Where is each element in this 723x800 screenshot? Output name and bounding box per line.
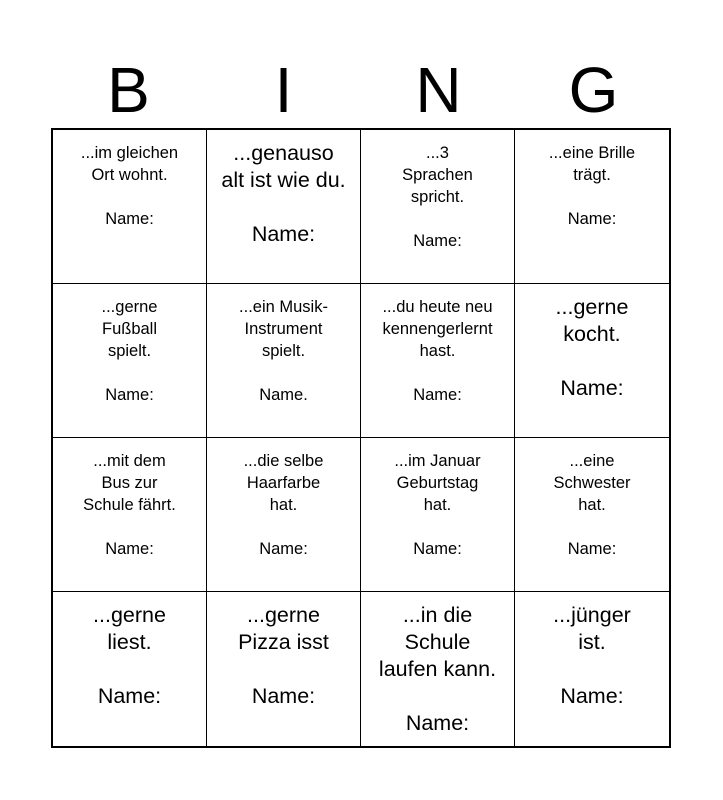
- bingo-board: [51, 128, 671, 748]
- cell-prompt: [93, 602, 166, 656]
- bingo-cell[interactable]: [207, 438, 361, 592]
- cell-name-label: Name:: [413, 540, 462, 558]
- cell-prompt-line: ...gerne: [247, 603, 320, 627]
- cell-name-label: Name:: [105, 540, 154, 558]
- cell-prompt-line: ...jünger: [553, 603, 631, 627]
- cell-prompt: [221, 140, 345, 194]
- cell-prompt: [379, 602, 496, 683]
- cell-prompt-line: trägt.: [573, 166, 611, 184]
- bingo-cell[interactable]: [515, 438, 669, 592]
- header-letter-b: B: [107, 54, 150, 126]
- cell-prompt-line: ...mit dem: [93, 452, 166, 470]
- cell-prompt-line: hast.: [419, 342, 456, 360]
- cell-prompt-line: Haarfarbe: [246, 474, 321, 492]
- cell-prompt: [553, 450, 630, 516]
- bingo-cell[interactable]: [207, 592, 361, 746]
- cell-name-label: Name:: [251, 684, 316, 708]
- cell-name-label: Name:: [413, 386, 462, 404]
- cell-prompt-line: ...eine: [569, 452, 615, 470]
- cell-prompt-line: Fußball: [101, 320, 158, 338]
- bingo-cell[interactable]: [207, 284, 361, 438]
- bingo-cell[interactable]: [53, 438, 207, 592]
- cell-name-label: Name:: [567, 210, 617, 228]
- cell-prompt-line: ...ein Musik-: [239, 298, 328, 316]
- cell-prompt-line: Sprachen: [402, 166, 473, 184]
- cell-prompt-line: ...gerne: [101, 298, 158, 316]
- bingo-cell[interactable]: [53, 284, 207, 438]
- cell-prompt: [394, 450, 480, 516]
- cell-prompt-line: Ort wohnt.: [91, 166, 168, 184]
- cell-prompt: [244, 450, 324, 516]
- header-letter-n: N: [415, 54, 462, 126]
- cell-name-label: Name:: [251, 222, 316, 246]
- bingo-cell[interactable]: [515, 592, 669, 746]
- cell-name-label: Name:: [560, 684, 624, 708]
- cell-prompt-line: ...in die: [402, 603, 473, 627]
- cell-prompt-line: Geburtstag: [396, 474, 479, 492]
- header-letter-i: I: [274, 54, 293, 126]
- cell-prompt-line: Bus zur: [101, 474, 158, 492]
- cell-prompt-line: ...gerne: [555, 295, 629, 319]
- cell-name-label: Name:: [259, 540, 308, 558]
- cell-prompt-line: ...3: [426, 144, 449, 162]
- cell-prompt: [556, 294, 629, 348]
- cell-prompt: [549, 142, 635, 186]
- bingo-cell[interactable]: [515, 130, 669, 284]
- cell-prompt: [402, 142, 473, 208]
- cell-prompt: [83, 450, 176, 516]
- cell-prompt: [382, 296, 492, 362]
- cell-prompt-line: hat.: [269, 496, 298, 514]
- cell-prompt-line: kennengerlernt: [382, 320, 493, 338]
- bingo-cell[interactable]: [361, 130, 515, 284]
- cell-name-label: Name:: [405, 711, 470, 735]
- cell-prompt-line: laufen kann.: [378, 657, 497, 681]
- bingo-cell[interactable]: [361, 438, 515, 592]
- cell-name-label: Name:: [413, 232, 462, 250]
- cell-prompt: [553, 602, 631, 656]
- bingo-header: [51, 52, 671, 128]
- cell-prompt-line: spielt.: [107, 342, 152, 360]
- cell-prompt-line: Schule: [404, 630, 471, 654]
- bingo-cell[interactable]: [361, 592, 515, 746]
- cell-prompt-line: ...eine Brille: [548, 144, 636, 162]
- cell-name-label: Name.: [259, 386, 308, 404]
- bingo-cell[interactable]: [53, 592, 207, 746]
- cell-prompt-line: kocht.: [563, 322, 621, 346]
- cell-prompt-line: spricht.: [410, 188, 465, 206]
- cell-name-label: Name:: [97, 684, 162, 708]
- cell-prompt-line: ...gerne: [93, 603, 166, 627]
- cell-prompt-line: Instrument: [244, 320, 323, 338]
- cell-name-label: Name:: [560, 376, 624, 400]
- bingo-cell[interactable]: [207, 130, 361, 284]
- cell-prompt: [238, 602, 329, 656]
- cell-prompt-line: Schule fährt.: [83, 496, 176, 514]
- cell-prompt: [81, 142, 178, 186]
- cell-name-label: Name:: [105, 386, 154, 404]
- cell-prompt-line: ist.: [578, 630, 606, 654]
- bingo-cell[interactable]: [361, 284, 515, 438]
- cell-prompt-line: liest.: [107, 630, 152, 654]
- cell-name-label: Name:: [105, 210, 154, 228]
- cell-prompt-line: hat.: [423, 496, 452, 514]
- cell-prompt: [102, 296, 158, 362]
- cell-prompt-line: ...du heute neu: [382, 298, 493, 316]
- header-letter-g: G: [568, 54, 619, 126]
- cell-prompt-line: ...im Januar: [394, 452, 481, 470]
- cell-name-label: Name:: [567, 540, 617, 558]
- cell-prompt-line: hat.: [578, 496, 606, 514]
- cell-prompt-line: spielt.: [261, 342, 306, 360]
- cell-prompt-line: ...die selbe: [243, 452, 324, 470]
- cell-prompt-line: Pizza isst: [238, 630, 329, 654]
- cell-prompt-line: alt ist wie du.: [221, 168, 346, 192]
- cell-prompt-line: ...genauso: [233, 141, 334, 165]
- bingo-cell[interactable]: [515, 284, 669, 438]
- cell-prompt-line: ...im gleichen: [80, 144, 179, 162]
- cell-prompt-line: Schwester: [553, 474, 631, 492]
- bingo-cell[interactable]: [53, 130, 207, 284]
- cell-prompt: [239, 296, 328, 362]
